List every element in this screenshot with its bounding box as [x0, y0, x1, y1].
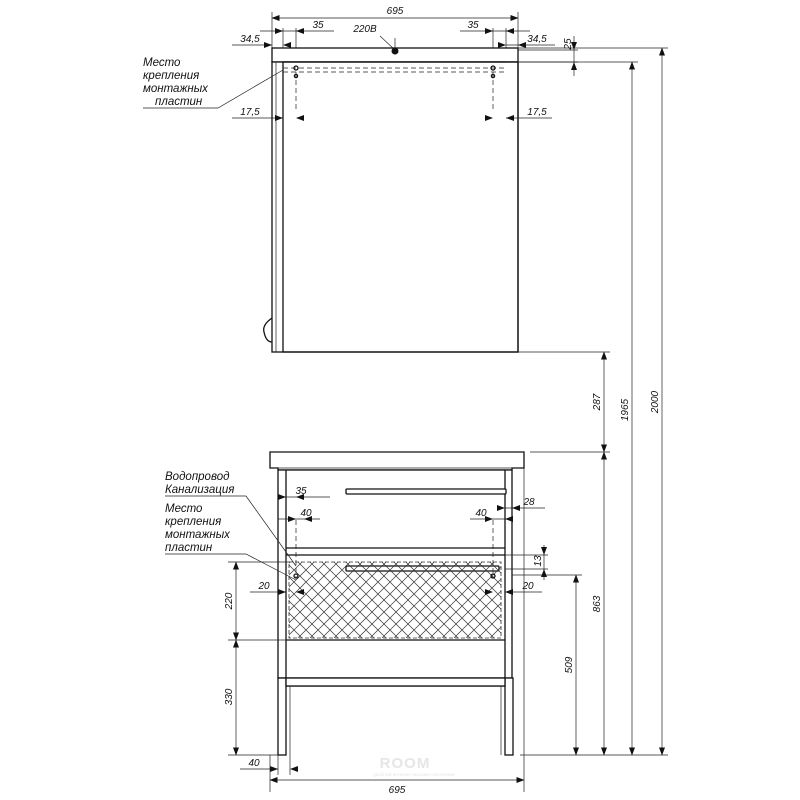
mount-label-bottom-3: монтажных: [165, 529, 230, 541]
basin-top: [270, 452, 524, 470]
dim-bottom-20-left: 20: [258, 581, 270, 592]
leg-left: [278, 678, 286, 755]
wall-cabinet: [143, 6, 578, 352]
dim-bottom-20-right: 20: [522, 581, 534, 592]
dim-h-863: 863: [592, 595, 603, 613]
water-supply-label: Водопровод: [165, 471, 230, 483]
top-drawer-handle: [346, 489, 506, 494]
mount-label-top-1: Место: [143, 57, 181, 69]
dim-bottom-13: 13: [533, 555, 544, 567]
dim-h-287: 287: [592, 393, 603, 411]
dim-top-25: 25: [563, 38, 574, 50]
dim-bottom-40-left: 40: [300, 508, 312, 519]
dim-bottom-width: 695: [388, 785, 406, 796]
mount-label-top-4: пластин: [155, 96, 203, 108]
switch-icon: [264, 318, 272, 342]
leg-right: [505, 678, 513, 755]
power-label: 220В: [353, 24, 377, 35]
watermark-tagline: удобный интернет-магазин сантехники: [373, 772, 455, 777]
dim-side-left: 34,5: [240, 34, 260, 45]
dim-h-509: 509: [564, 656, 575, 674]
mount-label-top-3: монтажных: [143, 83, 208, 95]
dim-bottom-40-right: 40: [475, 508, 487, 519]
watermark-brand: ROOM: [379, 755, 431, 772]
mount-label-top-2: крепления: [143, 70, 200, 82]
dim-offset-right: 35: [467, 20, 479, 31]
dim-offset-left: 35: [312, 20, 324, 31]
dim-side-right: 34,5: [527, 34, 547, 45]
dim-bottom-40: 40: [248, 758, 260, 769]
height-dimensions: [505, 48, 668, 755]
mount-label-bottom-2: крепления: [165, 516, 222, 528]
plumbing-zone: [289, 562, 501, 638]
dim-h-1965: 1965: [620, 398, 631, 422]
mount-label-bottom-1: Место: [165, 503, 203, 515]
mount-label-bottom-4: пластин: [165, 542, 213, 554]
dim-plate-right: 17,5: [527, 107, 547, 118]
watermark: [374, 755, 455, 777]
dim-top-width: 695: [386, 6, 404, 17]
power-outlet-icon: [392, 48, 399, 55]
mirror-body: [272, 62, 518, 352]
sewer-label: Канализация: [165, 484, 235, 496]
dim-plate-left: 17,5: [240, 107, 260, 118]
dim-bottom-220: 220: [224, 592, 235, 610]
dim-h-2000: 2000: [650, 390, 661, 414]
dim-bottom-35: 35: [295, 486, 307, 497]
vanity-cabinet: [165, 452, 548, 796]
dim-bottom-330: 330: [224, 688, 235, 706]
dim-bottom-28: 28: [523, 497, 535, 508]
